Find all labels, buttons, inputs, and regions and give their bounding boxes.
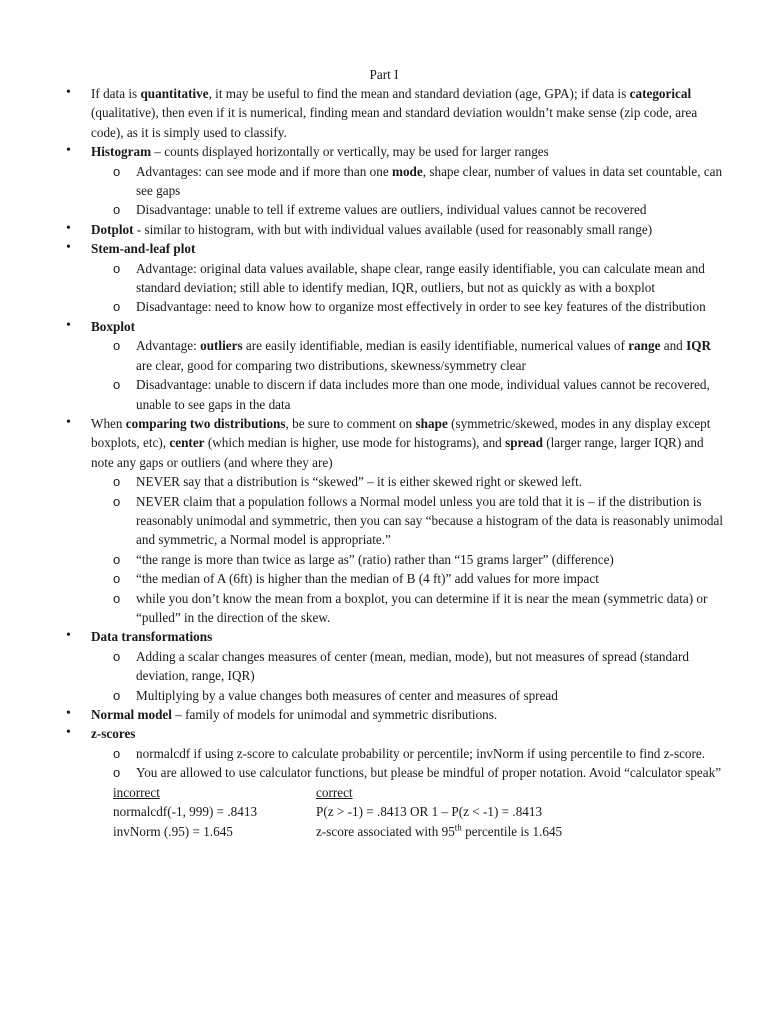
bullet-glyph: • bbox=[66, 317, 71, 333]
text-run: (larger range, larger IQR) and note any gaps or outliers (and where they are) bbox=[91, 435, 704, 470]
bullet-item bbox=[0, 220, 768, 239]
correct-text: percentile is 1.645 bbox=[461, 823, 563, 839]
text-run: and bbox=[660, 338, 687, 354]
sub-bullet-glyph: o bbox=[113, 338, 121, 354]
sub-bullet-glyph: o bbox=[113, 745, 121, 761]
sub-bullet-item bbox=[0, 297, 768, 316]
sub-bullet-item bbox=[0, 375, 768, 414]
correct-cell bbox=[316, 822, 562, 841]
text-run: normalcdf if using z-score to calculate probability or percentile; invNorm if using percentile to find z-score. bbox=[136, 745, 706, 761]
sub-bullet-item bbox=[0, 492, 768, 550]
bold-term: Histogram bbox=[91, 144, 152, 160]
sub-bullet-item bbox=[0, 472, 768, 491]
sub-bullet-item bbox=[0, 744, 768, 763]
bullet-glyph: • bbox=[66, 220, 71, 236]
bold-term: comparing two distributions bbox=[125, 415, 286, 431]
sub-bullet-glyph: o bbox=[113, 551, 121, 567]
text-run: Adding a scalar changes measures of center (mean, median, mode), but not measures of spread (standard deviation, range, IQR) bbox=[136, 648, 689, 684]
sub-bullet-item bbox=[0, 550, 768, 569]
text-run: You are allowed to use calculator functions, but please be mindful of proper notation. Avoid “calculator speak” bbox=[136, 765, 722, 781]
comparison-table bbox=[113, 783, 733, 841]
sub-bullet-glyph: o bbox=[113, 648, 121, 664]
comparison-row bbox=[113, 822, 733, 841]
notes-list bbox=[0, 84, 768, 783]
text-run: When bbox=[91, 415, 126, 431]
correct-text: z-score associated with 95 bbox=[316, 823, 455, 839]
text-run: (symmetric/skewed, modes in any display except boxplots, etc), bbox=[91, 415, 711, 451]
bullet-item bbox=[0, 724, 768, 743]
sub-bullet-glyph: o bbox=[113, 571, 121, 587]
sub-bullet-item bbox=[0, 569, 768, 588]
text-run: NEVER claim that a population follows a Normal model unless you are told that it is – if the distribution is reasonably unimodal and symmetric, then you can say “because a histogram of the data is reasonably unimodal and symmetric, a Normal model is appropriate.” bbox=[136, 493, 724, 548]
sub-bullet-item bbox=[0, 200, 768, 219]
bullet-glyph: • bbox=[66, 414, 71, 430]
text-run: (which median is higher, use mode for histograms), and bbox=[204, 435, 506, 451]
bullet-item bbox=[0, 414, 768, 472]
bullet-glyph: • bbox=[66, 628, 71, 644]
bold-term: spread bbox=[505, 435, 543, 451]
bold-term: Boxplot bbox=[91, 318, 135, 334]
text-run: Disadvantage: unable to discern if data includes more than one mode, individual values cannot be recovered, unable to see gaps in the data bbox=[136, 377, 710, 412]
bullet-glyph: • bbox=[66, 725, 71, 741]
text-run: “the range is more than twice as large as” (ratio) rather than “15 grams larger” (difference) bbox=[136, 551, 614, 567]
sub-bullet-glyph: o bbox=[113, 377, 121, 393]
text-run: while you don’t know the mean from a boxplot, you can determine if it is near the mean (symmetric data) or “pulled” in the direction of the skew. bbox=[136, 590, 708, 625]
sub-bullet-glyph: o bbox=[113, 163, 121, 179]
text-run: Advantage: bbox=[136, 338, 201, 354]
text-run: are clear, good for comparing two distributions, skewness/symmetry clear bbox=[136, 357, 526, 373]
bullet-item bbox=[0, 239, 768, 258]
incorrect-cell: normalcdf(-1, 999) = .8413 bbox=[113, 804, 258, 820]
bullet-item bbox=[0, 317, 768, 336]
bold-term: outliers bbox=[200, 338, 243, 354]
bold-term: range bbox=[628, 338, 661, 354]
sub-bullet-glyph: o bbox=[113, 590, 121, 606]
text-run: Advantage: original data values available, shape clear, range easily identifiable, you can calculate mean and standard deviation; still able to identify median, IQR, outliers, but not as quickly as with a boxplot bbox=[136, 260, 705, 296]
bold-term: IQR bbox=[686, 338, 711, 354]
text-run: , it may be useful to find the mean and standard deviation (age, GPA); if data is bbox=[208, 86, 630, 101]
text-run: NEVER say that a distribution is “skewed” – it is either skewed right or skewed left. bbox=[136, 474, 583, 490]
sub-bullet-glyph: o bbox=[113, 493, 121, 509]
text-run: (qualitative), then even if it is numerical, finding mean and standard deviation wouldn’t make sense (zip code, area code), as it is simply used to classify. bbox=[91, 105, 698, 140]
bullet-item bbox=[0, 627, 768, 646]
text-run: Multiplying by a value changes both measures of center and measures of spread bbox=[136, 687, 558, 703]
bullet-glyph: • bbox=[66, 143, 71, 159]
bold-term: Dotplot bbox=[91, 221, 134, 237]
bullet-glyph: • bbox=[66, 706, 71, 721]
sub-bullet-item bbox=[0, 647, 768, 686]
sub-bullet-item bbox=[0, 336, 768, 375]
text-run: Disadvantage: unable to tell if extreme values are outliers, individual values cannot be recovered bbox=[136, 202, 647, 218]
comparison-row bbox=[113, 802, 733, 821]
correct-cell: P(z > -1) = .8413 OR 1 – P(z < -1) = .8413 bbox=[316, 804, 543, 820]
text-run: – family of models for unimodal and symmetric disributions. bbox=[171, 707, 498, 722]
sub-bullet-glyph: o bbox=[113, 765, 121, 781]
sub-bullet-glyph: o bbox=[113, 474, 121, 490]
sub-bullet-item bbox=[0, 763, 768, 782]
text-run: Advantages: can see mode and if more than one bbox=[136, 163, 392, 179]
bold-term: Stem-and-leaf plot bbox=[91, 241, 196, 257]
text-run: are easily identifiable, median is easily identifiable, numerical values of bbox=[242, 338, 629, 354]
bold-term: center bbox=[169, 435, 205, 451]
ordinal-suffix: th bbox=[454, 822, 462, 833]
bullet-glyph: • bbox=[66, 240, 71, 256]
sub-bullet-item bbox=[0, 686, 768, 705]
bullet-glyph: • bbox=[66, 85, 71, 100]
incorrect-cell: invNorm (.95) = 1.645 bbox=[113, 823, 233, 839]
bold-term: mode bbox=[391, 163, 423, 179]
bold-term: Normal model bbox=[91, 707, 172, 722]
sub-bullet-item bbox=[0, 259, 768, 298]
header-incorrect: incorrect bbox=[113, 785, 160, 800]
text-run: If data is bbox=[91, 86, 141, 101]
sub-bullet-glyph: o bbox=[113, 687, 121, 703]
bold-term: shape bbox=[415, 415, 448, 431]
header-correct: correct bbox=[316, 785, 353, 800]
text-run: “the median of A (6ft) is higher than the median of B (4 ft)” add values for more impact bbox=[136, 571, 599, 587]
text-run: Disadvantage: need to know how to organize most effectively in order to see key features of the distribution bbox=[136, 299, 706, 315]
sub-bullet-glyph: o bbox=[113, 299, 121, 315]
sub-bullet-item bbox=[0, 162, 768, 201]
bullet-item bbox=[0, 705, 768, 724]
sub-bullet-glyph: o bbox=[113, 260, 121, 276]
bold-term: z-scores bbox=[91, 726, 136, 742]
sub-bullet-item bbox=[0, 589, 768, 628]
text-run: , be sure to comment on bbox=[285, 415, 416, 431]
sub-bullet-glyph: o bbox=[113, 202, 121, 218]
bullet-item bbox=[0, 142, 768, 161]
bold-term: Data transformations bbox=[91, 629, 213, 645]
bullet-item bbox=[0, 84, 768, 142]
text-run: - similar to histogram, with but with individual values available (used for reasonably small range) bbox=[133, 221, 653, 237]
bold-term: categorical bbox=[629, 86, 692, 101]
text-run: , shape clear, number of values in data set countable, can see gaps bbox=[136, 163, 723, 199]
comparison-header-row bbox=[113, 783, 733, 802]
page-title: Part I bbox=[369, 67, 399, 82]
bold-term: quantitative bbox=[140, 86, 209, 101]
text-run: – counts displayed horizontally or vertically, may be used for larger ranges bbox=[151, 144, 549, 160]
